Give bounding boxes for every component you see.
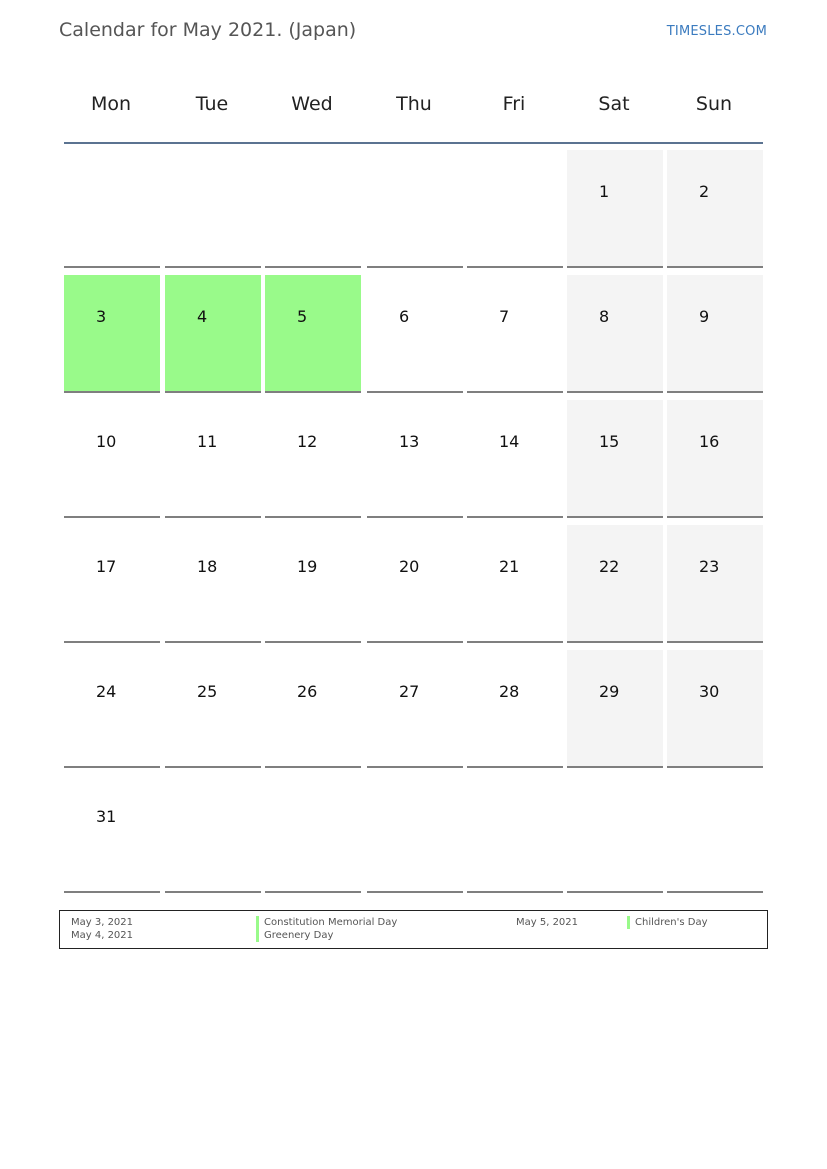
day-cell[interactable] — [165, 275, 261, 393]
empty-day-cell — [265, 775, 361, 893]
day-cell[interactable] — [265, 650, 361, 768]
day-cell[interactable] — [64, 775, 160, 893]
day-number: 7 — [499, 307, 510, 326]
day-cell[interactable] — [567, 650, 663, 768]
legend-holiday-name: Children's Day — [627, 916, 708, 929]
day-cell[interactable] — [367, 275, 463, 393]
day-number: 11 — [197, 432, 218, 451]
day-number: 8 — [599, 307, 610, 326]
day-cell[interactable] — [265, 525, 361, 643]
legend-holiday-name: Constitution Memorial Day — [256, 916, 397, 929]
empty-day-cell — [567, 775, 663, 893]
day-number: 26 — [297, 682, 318, 701]
day-cell[interactable] — [367, 525, 463, 643]
day-number: 1 — [599, 182, 610, 201]
day-number: 30 — [699, 682, 720, 701]
weekday-wed: Wed — [291, 93, 333, 115]
day-cell[interactable] — [265, 275, 361, 393]
empty-day-cell — [467, 150, 563, 268]
day-number: 27 — [399, 682, 420, 701]
day-number: 13 — [399, 432, 420, 451]
empty-day-cell — [367, 775, 463, 893]
day-number: 20 — [399, 557, 420, 576]
day-number: 3 — [96, 307, 107, 326]
day-number: 22 — [599, 557, 620, 576]
legend-date: May 4, 2021 — [71, 930, 134, 941]
day-cell[interactable] — [165, 650, 261, 768]
day-number: 24 — [96, 682, 117, 701]
day-cell[interactable] — [467, 650, 563, 768]
day-cell[interactable] — [467, 275, 563, 393]
empty-day-cell — [165, 775, 261, 893]
day-cell[interactable] — [667, 150, 763, 268]
day-number: 17 — [96, 557, 117, 576]
day-number: 12 — [297, 432, 318, 451]
day-number: 25 — [197, 682, 218, 701]
day-number: 10 — [96, 432, 117, 451]
day-cell[interactable] — [667, 650, 763, 768]
weekday-thu: Thu — [396, 93, 432, 115]
day-number: 21 — [499, 557, 520, 576]
holiday-legend — [59, 910, 768, 949]
day-cell[interactable] — [165, 525, 261, 643]
legend-date: May 3, 2021 — [71, 917, 134, 928]
day-cell[interactable] — [64, 400, 160, 518]
day-cell[interactable] — [367, 650, 463, 768]
weekday-header-row — [63, 84, 763, 124]
day-cell[interactable] — [165, 400, 261, 518]
day-cell[interactable] — [367, 400, 463, 518]
empty-day-cell — [265, 150, 361, 268]
day-number: 28 — [499, 682, 520, 701]
weekday-tue: Tue — [195, 93, 229, 115]
empty-day-cell — [667, 775, 763, 893]
day-cell[interactable] — [567, 525, 663, 643]
day-cell[interactable] — [567, 400, 663, 518]
weekday-mon: Mon — [90, 93, 132, 115]
day-number: 4 — [197, 307, 208, 326]
day-number: 9 — [699, 307, 710, 326]
weekday-sat: Sat — [598, 93, 630, 115]
day-cell[interactable] — [567, 150, 663, 268]
empty-day-cell — [367, 150, 463, 268]
header-divider — [64, 142, 763, 144]
day-number: 6 — [399, 307, 410, 326]
day-number: 15 — [599, 432, 620, 451]
day-number: 19 — [297, 557, 318, 576]
legend-date: May 5, 2021 — [516, 917, 579, 928]
day-cell[interactable] — [667, 275, 763, 393]
day-number: 14 — [499, 432, 520, 451]
day-cell[interactable] — [64, 650, 160, 768]
legend-holiday-name: Greenery Day — [256, 929, 333, 942]
day-number: 5 — [297, 307, 308, 326]
day-cell[interactable] — [64, 275, 160, 393]
empty-day-cell — [165, 150, 261, 268]
day-number: 2 — [699, 182, 710, 201]
empty-day-cell — [467, 775, 563, 893]
day-number: 23 — [699, 557, 720, 576]
day-cell[interactable] — [467, 400, 563, 518]
empty-day-cell — [64, 150, 160, 268]
day-number: 18 — [197, 557, 218, 576]
site-link[interactable]: TIMESLES.COM — [666, 24, 767, 39]
day-number: 16 — [699, 432, 720, 451]
page-title: Calendar for May 2021. (Japan) — [59, 19, 357, 41]
day-cell[interactable] — [265, 400, 361, 518]
day-cell[interactable] — [667, 400, 763, 518]
weekday-sun: Sun — [695, 93, 733, 115]
weekday-fri: Fri — [502, 93, 526, 115]
day-number: 31 — [96, 807, 117, 826]
day-number: 29 — [599, 682, 620, 701]
day-cell[interactable] — [64, 525, 160, 643]
day-cell[interactable] — [567, 275, 663, 393]
day-cell[interactable] — [667, 525, 763, 643]
day-cell[interactable] — [467, 525, 563, 643]
